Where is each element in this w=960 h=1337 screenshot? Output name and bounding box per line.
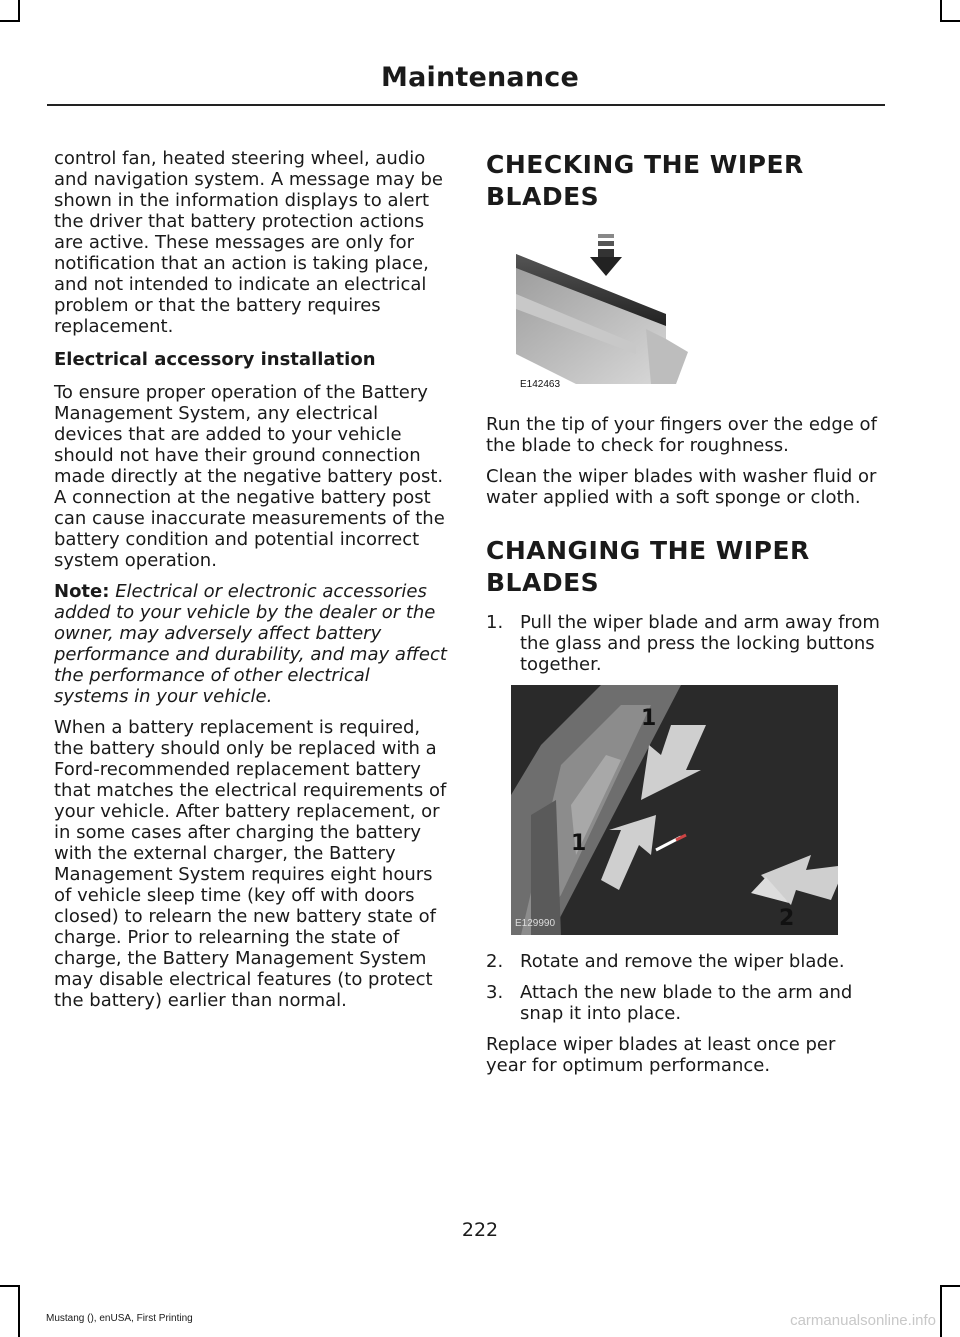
paragraph-ground-connection: To ensure proper operation of the Battery Management System, any electrical devices that are added to your vehicle should not have their ground connection made directly at the negative battery post. A connection at the negative battery post can cause inaccurate measurements of the battery condition and potential incorrect system operation. (54, 382, 445, 571)
edition-footer: Mustang (), enUSA, First Printing (46, 1313, 193, 1324)
wiper-blade-illustration (516, 234, 696, 394)
crop-mark-bottom-right-v (940, 1285, 942, 1337)
paragraph-battery-replacement: When a battery replacement is required, the battery should only be replaced with a Ford-recommended replacement battery that matches the electrical requirements of your vehicle. After battery replacement, or in some cases after charging the battery with the external charger, the Battery Management System requires eight hours of vehicle sleep time (key off with doors closed) to relearn the new battery state of charge. Prior to relearning the state of charge, the Battery Management System may disable electrical features (to protect the battery) earlier than normal. (54, 717, 447, 1011)
crop-mark-bottom-right-h (940, 1285, 960, 1287)
step-number: 3. (486, 982, 504, 1003)
section-heading-line: BLADES (486, 182, 600, 211)
step-number: 1. (486, 612, 504, 633)
steps-list (486, 612, 881, 675)
watermark: carmanualsonline.info (790, 1312, 936, 1329)
note-label: Note: (54, 581, 110, 602)
left-column (54, 148, 448, 1021)
step-text: Rotate and remove the wiper blade. (520, 951, 845, 972)
page-header-title: Maintenance (381, 62, 579, 93)
step-text: Pull the wiper blade and arm away from the glass and press the locking buttons together. (520, 612, 880, 675)
crop-mark-top-right-v (940, 0, 942, 22)
step-text: Attach the new blade to the arm and snap it into place. (520, 982, 853, 1024)
paragraph-clean-blades: Clean the wiper blades with washer fluid or water applied with a soft sponge or cloth. (486, 466, 877, 508)
section-heading-line: CHECKING THE WIPER (486, 150, 804, 179)
wiper-removal-illustration (511, 685, 838, 935)
section-heading-line: BLADES (486, 568, 600, 597)
header-rule (47, 104, 885, 106)
crop-mark-bottom-left-v (18, 1285, 20, 1337)
section-heading-checking-wiper-blades (486, 150, 881, 212)
figure-code: E142463 (520, 379, 561, 390)
crop-mark-top-right-h (940, 20, 960, 22)
crop-mark-top-left-v (18, 0, 20, 22)
section-heading-changing-wiper-blades (486, 536, 881, 598)
note-text: Electrical or electronic accessories added to your vehicle by the dealer or the owner, may adversely affect battery performance and durability, and may affect the performance of other electrical systems in your vehicle. (54, 581, 447, 707)
paragraph-battery-protection: control fan, heated steering wheel, audio and navigation system. A message may be shown in the information displays to alert the driver that battery protection actions are active. These messages are only for notification that an action is taking place, and not intended to indicate an electrical problem or that the battery requires replacement. (54, 148, 443, 337)
note-paragraph (54, 581, 448, 707)
paragraph-replace-yearly: Replace wiper blades at least once per year for optimum performance. (486, 1034, 836, 1076)
figure-code: E129990 (515, 918, 556, 929)
step-item (486, 951, 881, 972)
callout-label-1b: 1 (571, 831, 587, 856)
callout-label-2: 2 (779, 906, 795, 931)
section-heading-line: CHANGING THE WIPER (486, 536, 810, 565)
callout-label-1: 1 (641, 706, 657, 731)
crop-mark-bottom-left-h (0, 1285, 20, 1287)
step-item (486, 982, 881, 1024)
right-column (486, 148, 881, 1086)
page-number: 222 (461, 1219, 499, 1241)
figure-wiper-blade-edge (516, 234, 696, 394)
paragraph-check-roughness: Run the tip of your fingers over the edge of the blade to check for roughness. (486, 414, 877, 456)
step-item (486, 612, 881, 675)
step-number: 2. (486, 951, 504, 972)
subheading-accessory-installation: Electrical accessory installation (54, 349, 376, 370)
figure-wiper-removal (511, 685, 838, 935)
steps-list-continued (486, 951, 881, 1024)
crop-mark-top-left-h (0, 20, 20, 22)
